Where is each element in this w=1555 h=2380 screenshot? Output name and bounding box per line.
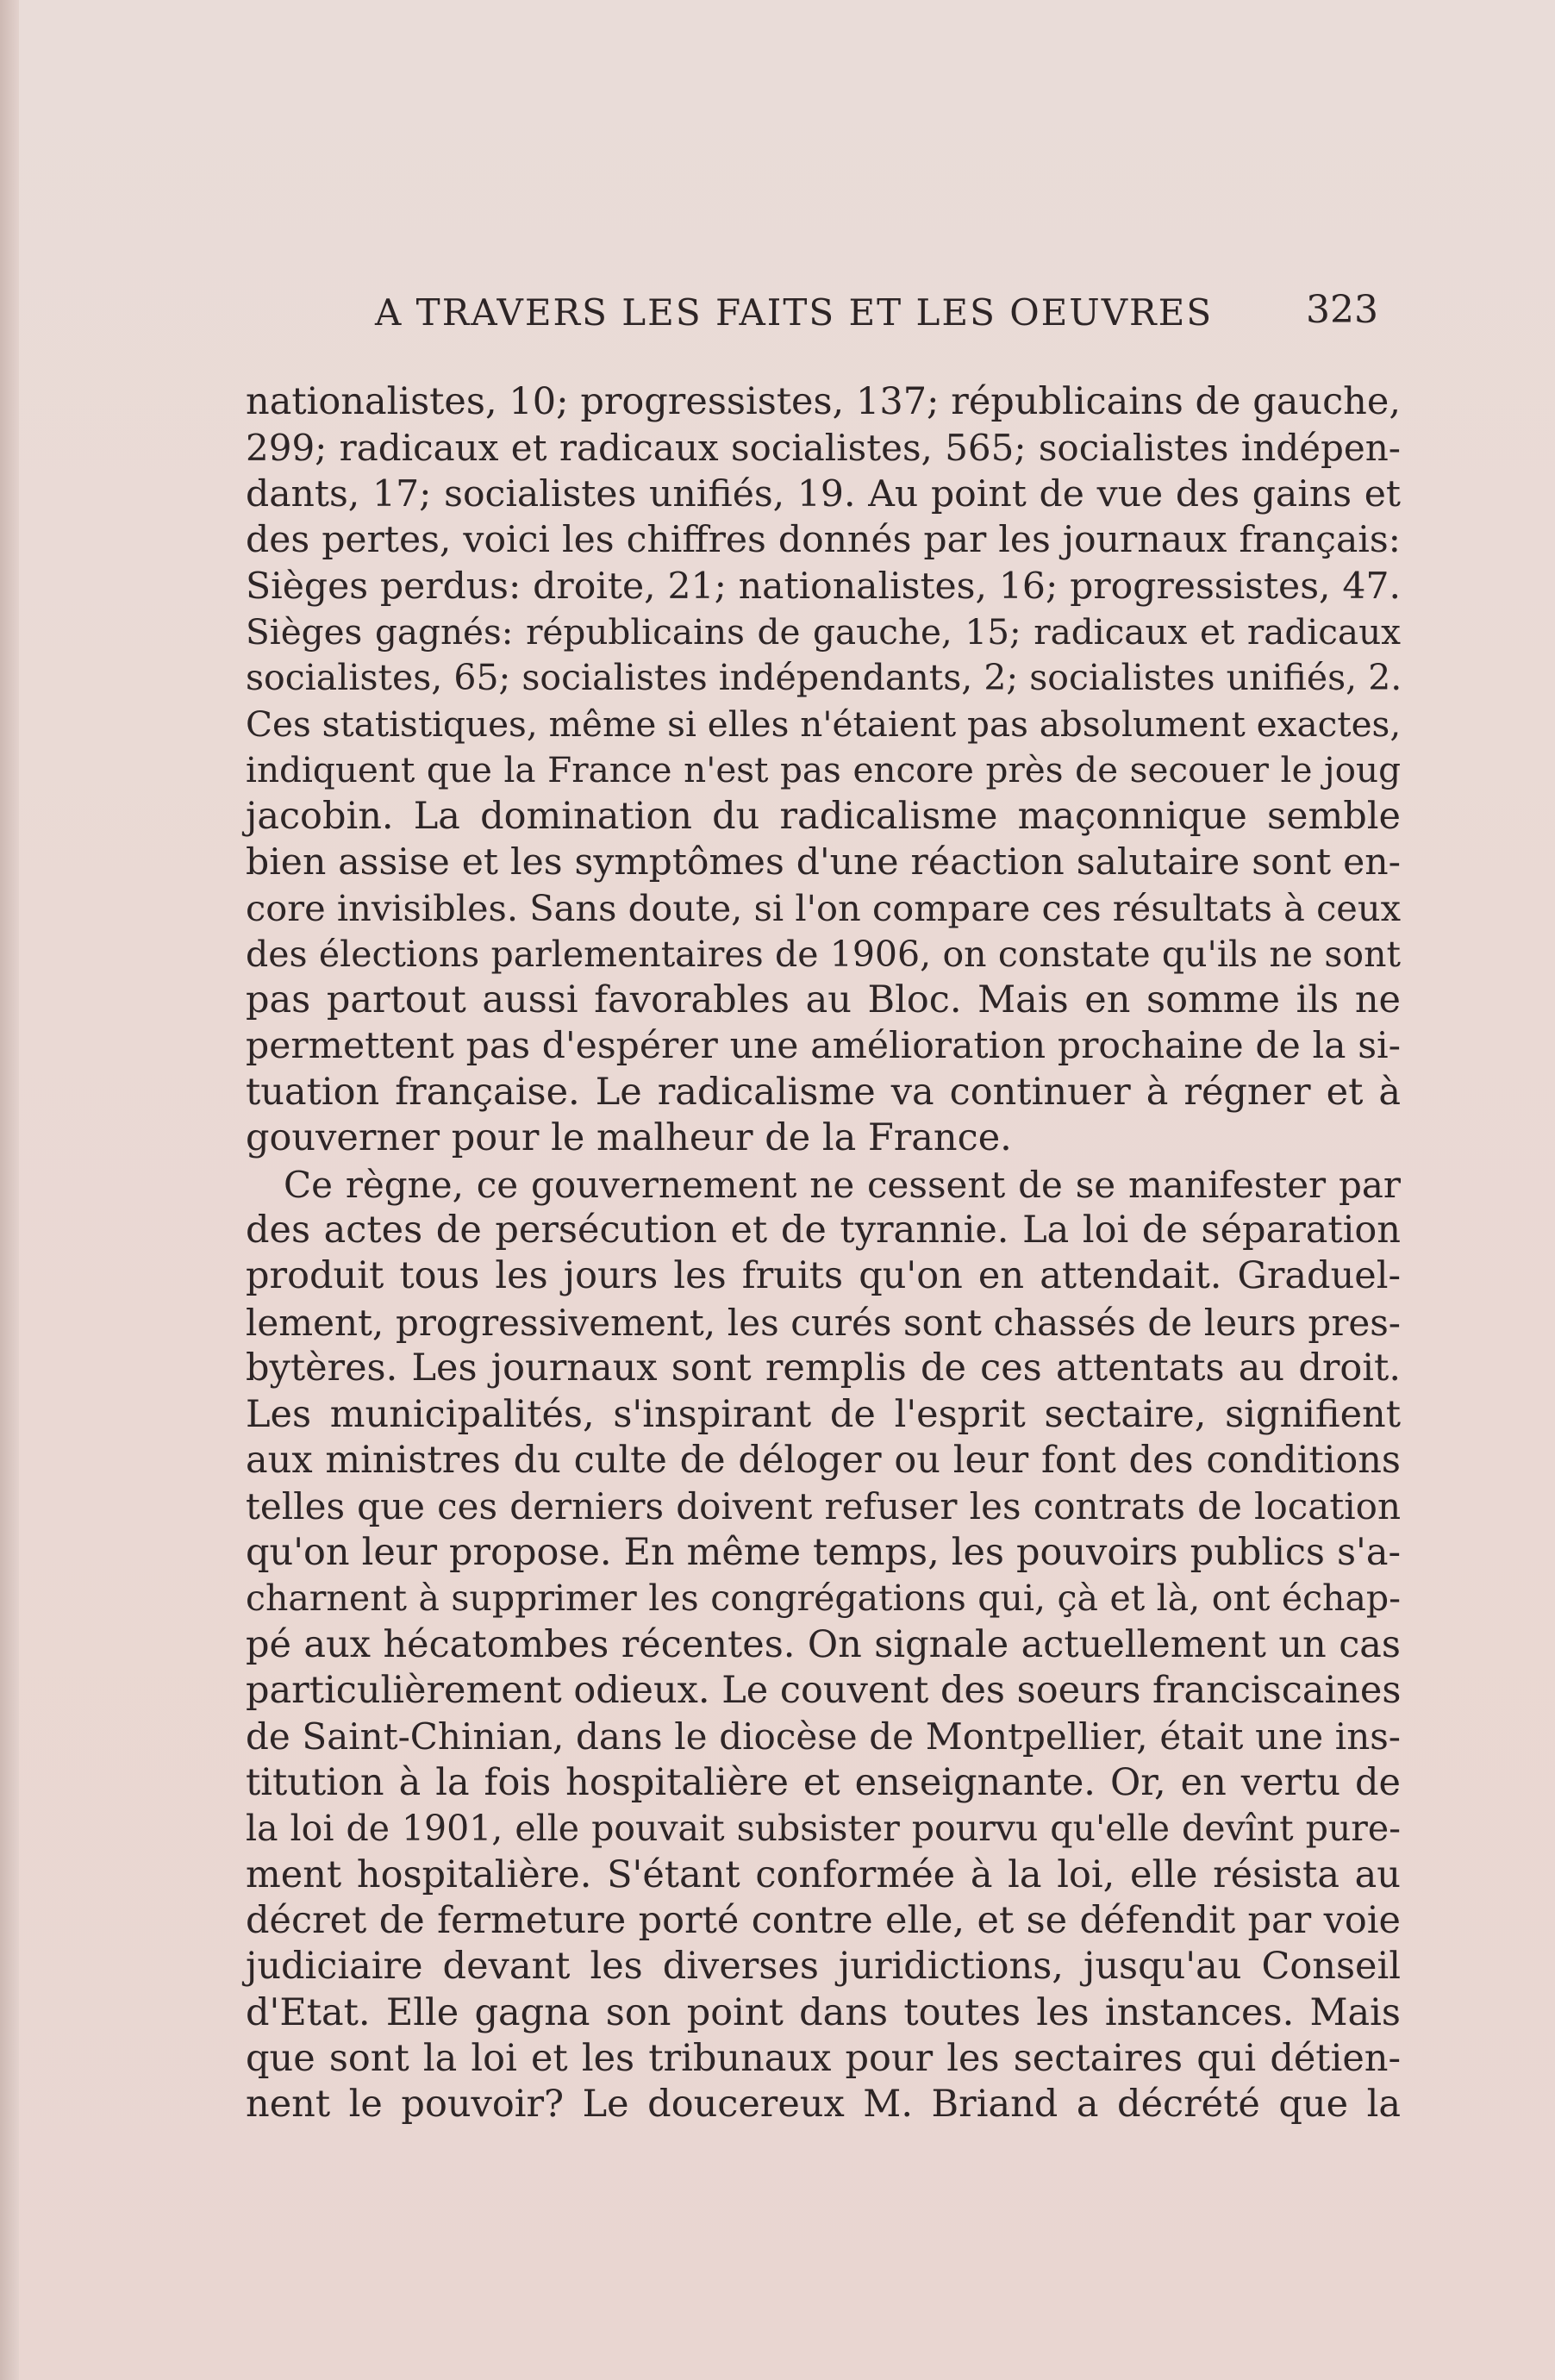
text-line: décret de fermeture porté contre elle, et se défendit par voie bbox=[246, 1898, 1401, 1942]
text-line: indiquent que la France n'est pas encore près de secouer le joug bbox=[246, 749, 1401, 791]
text-line: qu'on leur propose. En même temps, les pouvoirs publics s'a- bbox=[246, 1530, 1401, 1574]
text-line: titution à la fois hospitalière et enseignante. Or, en vertu de bbox=[246, 1760, 1401, 1804]
text-line: jacobin. La domination du radicalisme maçonnique semble bbox=[246, 794, 1401, 838]
running-head bbox=[375, 288, 1409, 343]
text-line: des pertes, voici les chiffres donnés par les journaux français: bbox=[246, 519, 1401, 562]
text-line: nent le pouvoir? Le doucereux M. Briand a décrété que la bbox=[246, 2083, 1401, 2127]
page-gutter-shadow bbox=[0, 0, 19, 2380]
text-line: core invisibles. Sans doute, si l'on compare ces résultats à ceux bbox=[246, 887, 1401, 930]
text-line: judiciaire devant les diverses juridictions, jusqu'au Conseil bbox=[246, 1945, 1401, 1989]
text-line: bytères. Les journaux sont remplis de ces attentats au droit. bbox=[246, 1346, 1401, 1390]
text-line: que sont la loi et les tribunaux pour les sectaires qui détien- bbox=[246, 2037, 1401, 2081]
page-number: 323 bbox=[1306, 288, 1378, 332]
text-line: socialistes, 65; socialistes indépendants, 2; socialistes unifiés, 2. bbox=[246, 657, 1402, 699]
text-line: 299; radicaux et radicaux socialistes, 565; socialistes indépen- bbox=[246, 427, 1401, 470]
text-line: pé aux hécatombes récentes. On signale actuellement un cas bbox=[246, 1622, 1401, 1666]
text-line: nationalistes, 10; progressistes, 137; républicains de gauche, bbox=[246, 380, 1401, 423]
text-line: dants, 17; socialistes unifiés, 19. Au point de vue des gains et bbox=[246, 472, 1401, 515]
text-line: lement, progressivement, les curés sont chassés de leurs pres- bbox=[246, 1301, 1401, 1344]
text-line: Ce règne, ce gouvernement ne cessent de se manifester par bbox=[284, 1163, 1401, 1206]
text-line: des élections parlementaires de 1906, on constate qu'ils ne sont bbox=[246, 933, 1401, 975]
text-line: bien assise et les symptômes d'une réaction salutaire sont en- bbox=[246, 840, 1401, 884]
text-line: gouverner pour le malheur de la France. bbox=[246, 1116, 1012, 1160]
text-line: d'Etat. Elle gagna son point dans toutes les instances. Mais bbox=[246, 1990, 1401, 2034]
text-line: charnent à supprimer les congrégations qui, çà et là, ont échap- bbox=[246, 1577, 1401, 1620]
text-line: pas partout aussi favorables au Bloc. Mais en somme ils ne bbox=[246, 978, 1401, 1022]
text-line: Sièges perdus: droite, 21; nationalistes, 16; progressistes, 47. bbox=[246, 565, 1401, 608]
running-title: A TRAVERS LES FAITS ET LES OEUVRES bbox=[375, 291, 1214, 334]
text-line: de Saint-Chinian, dans le diocèse de Montpellier, était une ins- bbox=[246, 1715, 1401, 1758]
text-line: telles que ces derniers doivent refuser les contrats de location bbox=[246, 1485, 1401, 1528]
text-line: permettent pas d'espérer une amélioration prochaine de la si- bbox=[246, 1025, 1401, 1068]
body-text bbox=[246, 379, 1401, 2128]
text-line: tuation française. Le radicalisme va continuer à régner et à bbox=[246, 1070, 1401, 1114]
text-line: Les municipalités, s'inspirant de l'esprit sectaire, signifient bbox=[246, 1392, 1401, 1436]
text-line: Sièges gagnés: républicains de gauche, 15; radicaux et radicaux bbox=[246, 610, 1401, 653]
text-line: ment hospitalière. S'étant conformée à la loi, elle résista au bbox=[246, 1852, 1401, 1896]
text-line: des actes de persécution et de tyrannie. La loi de séparation bbox=[246, 1209, 1401, 1252]
text-line: Ces statistiques, même si elles n'étaient pas absolument exactes, bbox=[246, 703, 1402, 745]
text-line: produit tous les jours les fruits qu'on en attendait. Graduel- bbox=[246, 1254, 1401, 1298]
text-line: aux ministres du culte de déloger ou leur font des conditions bbox=[246, 1438, 1401, 1482]
text-line: la loi de 1901, elle pouvait subsister pourvu qu'elle devînt pure- bbox=[246, 1808, 1401, 1850]
text-line: particulièrement odieux. Le couvent des soeurs franciscaines bbox=[246, 1668, 1402, 1712]
